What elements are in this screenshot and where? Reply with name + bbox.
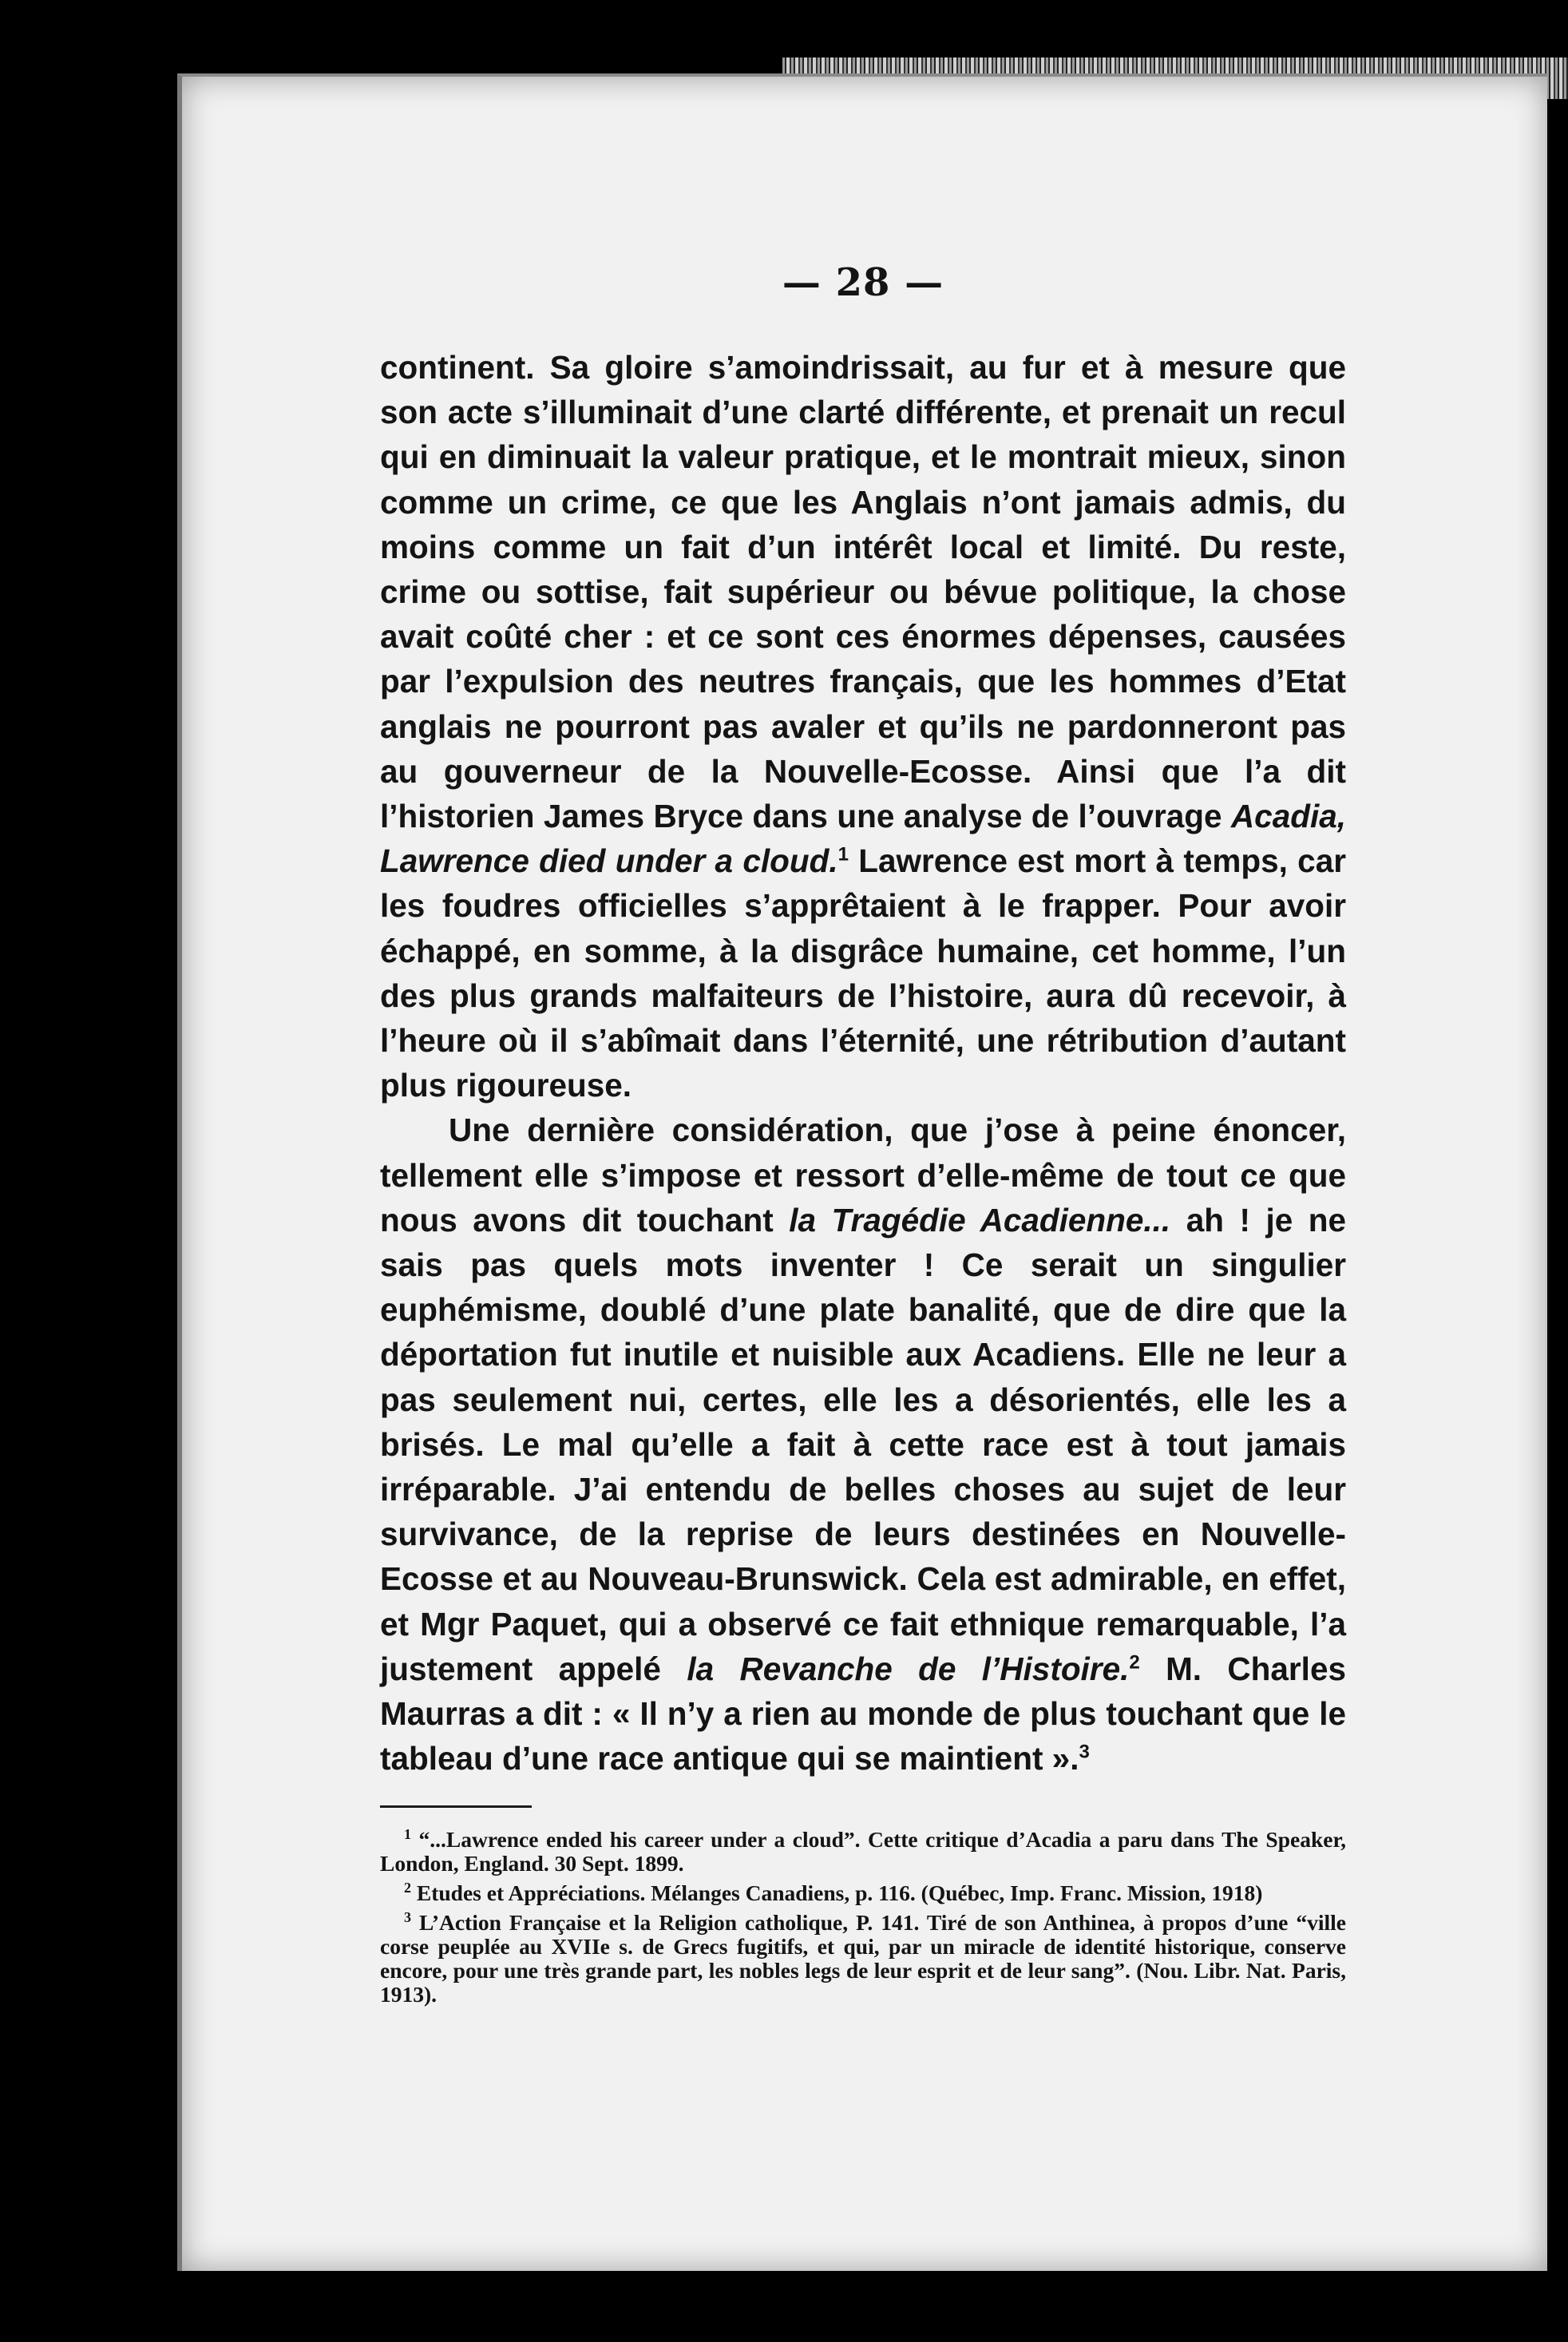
page-content: [380, 260, 1346, 2007]
paragraph-2-text-b: ah ! je ne sais pas quels mots inventer ! Ce serait un singulier euphémisme, doublé d’une plate banalité, que de dire que la déportation fut inutile et nuisible aux Acadiens. Elle ne leur a pas seulement nui, certes, elle les a désorientés, elle les a brisés. Le mal qu’elle a fait à cette race est à tout jamais irréparable. J’ai entendu de belles choses au sujet de leur survivance, de la reprise de leurs destinées en Nouvelle-Ecosse et au Nouveau-Brunswick. Cela est admirable, en effet, et Mgr Paquet, qui a observé ce fait ethnique remarquable, l’a justement appelé: [380, 1201, 1346, 1687]
paragraph-1: [380, 345, 1346, 1108]
footnote-3-text: L’Action Française et la Religion catholique, P. 141. Tiré de son Anthinea, à propos d’une “ville corse peuplée au XVIIe s. de Grecs fugitifs, et qui, par un miracle de identité historique, conserve encore, pour une très grande part, les nobles legs de leur esprit et de leur sang”. (Nou. Libr. Nat. Paris, 1913).: [380, 1909, 1347, 2007]
footnote-ref-1: 1: [837, 843, 849, 866]
paragraph-1-italic: Acadia, Lawrence died under a cloud.: [380, 798, 1346, 880]
footnotes: [380, 1822, 1346, 2007]
footnote-1: [380, 1822, 1346, 1876]
footnote-divider: [380, 1805, 532, 1808]
footnote-2-text: Etudes et Appréciations. Mélanges Canadiens, p. 116. (Québec, Imp. Franc. Mission, 1918): [416, 1880, 1263, 1905]
body-text: [380, 345, 1346, 1781]
paragraph-2-text-c: M. Charles Maurras a dit : « Il n’y a rien au monde de plus touchant que le tableau d’une race antique qui se maintient ».: [380, 1650, 1346, 1777]
footnote-2: [380, 1876, 1346, 1905]
paragraph-2: [380, 1108, 1346, 1781]
footnote-1-text: “...Lawrence ended his career under a cloud”. Cette critique d’Acadia a paru dans The Speaker, London, England. 30 Sept. 1899.: [380, 1826, 1347, 1876]
paragraph-2-italic-a: la Tragédie Acadienne...: [789, 1201, 1171, 1238]
footnote-2-number: 2: [404, 1879, 411, 1896]
footnote-3-number: 3: [404, 1908, 411, 1925]
paragraph-1-text-b: Lawrence est mort à temps, car les foudres officielles s’apprêtaient à le frapper. Pour avoir échappé, en somme, à la disgrâce humaine, cet homme, l’un des plus grands malfaiteurs de l’histoire, aura dû recevoir, à l’heure où il s’abîmait dans l’éternité, une rétribution d’autant plus rigoureuse.: [380, 842, 1346, 1104]
footnote-1-number: 1: [404, 1825, 411, 1842]
paragraph-1-text-a: continent. Sa gloire s’amoindrissait, au fur et à mesure que son acte s’illuminait d’une clarté différente, et prenait un recul qui en diminuait la valeur pratique, et le montrait mieux, sinon comme un crime, ce que les Anglais n’ont jamais admis, du moins comme un fait d’un intérêt local et limité. Du reste, crime ou sottise, fait supérieur ou bévue politique, la chose avait coûté cher : et ce sont ces énormes dépenses, causées par l’expulsion des neutres français, que les hommes d’Etat anglais ne pourront pas avaler et qu’ils ne pardonneront pas au gouverneur de la Nouvelle-Ecosse. Ainsi que l’a dit l’historien James Bryce dans une analyse de l’ouvrage: [380, 349, 1346, 835]
footnote-ref-2: 2: [1129, 1651, 1140, 1674]
paragraph-2-text-a: Une dernière considération, que j’ose à peine énoncer, tellement elle s’impose et ressort d’elle-même de tout ce que nous avons dit touchant: [380, 1112, 1346, 1238]
book-page: [177, 73, 1547, 2271]
page-number: — 28 —: [782, 260, 944, 305]
footnote-ref-3: 3: [1079, 1741, 1090, 1763]
paragraph-2-italic-b: la Revanche de l’Histoire.: [687, 1650, 1130, 1687]
footnote-3: [380, 1905, 1346, 2007]
